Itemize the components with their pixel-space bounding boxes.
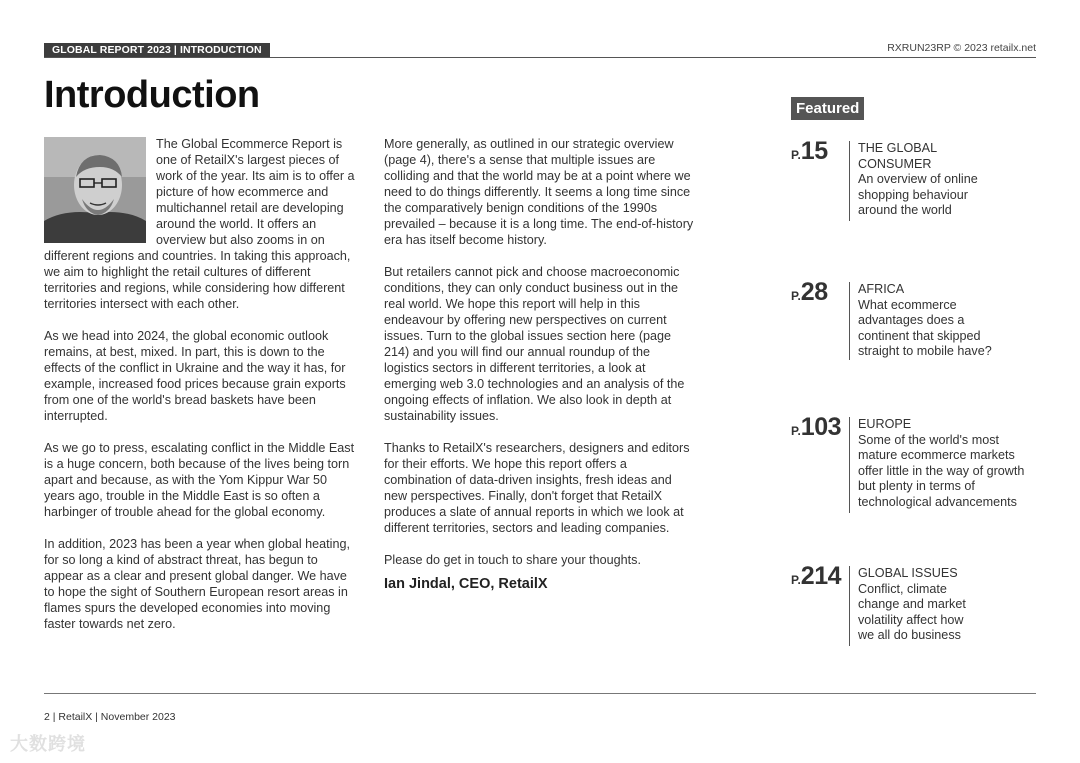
featured-text (858, 566, 1043, 644)
intro-column-left (44, 136, 360, 648)
featured-description: What ecommerce advantages does a continent that skipped straight to mobile have? (858, 297, 992, 358)
featured-description: An overview of online shopping behaviour around the world (858, 172, 978, 217)
featured-page-ref: P.214 (791, 562, 842, 590)
featured-divider (849, 282, 850, 360)
intro-paragraph: The Global Ecommerce Report is one of RetailX's largest pieces of work of the year. Its aim is to offer a picture of how ecommerce and multichannel retail are developing around the world. It offers an overview but also zooms in on different regions and countries. In taking this approach, we aim to highlight the retail cultures of different territories and regions, while considering how different territories intersect with each other. (44, 137, 355, 311)
featured-divider (849, 141, 850, 221)
featured-text (858, 417, 1043, 510)
author-signature: Ian Jindal, CEO, RetailX (384, 576, 548, 592)
intro-column-right (384, 136, 696, 592)
featured-description: Some of the world's most mature ecommerce markets offer little in the way of growth but plenty in terms of technological advancements (858, 432, 1025, 509)
watermark: 大数跨境 (10, 734, 86, 754)
section-tag: GLOBAL REPORT 2023 | INTRODUCTION (44, 43, 270, 58)
portrait-spacer (44, 136, 156, 246)
featured-heading: EUROPE (858, 417, 912, 431)
featured-page-ref: P.15 (791, 137, 828, 165)
featured-divider (849, 417, 850, 513)
intro-paragraph: As we go to press, escalating conflict in the Middle East is a huge concern, both because of the lives being torn apart and because, as with the Yom Kippur War 50 years ago, trouble in the Middle East is so often a harbinger of trouble ahead for the global economy. (44, 441, 355, 519)
footer-text: 2 | RetailX | November 2023 (44, 711, 176, 723)
featured-text (858, 282, 1043, 360)
featured-page-ref: P.103 (791, 413, 842, 441)
footer-rule (44, 693, 1036, 694)
intro-paragraph: As we head into 2024, the global economic outlook remains, at best, mixed. In part, this is down to the effects of the conflict in Ukraine and the way it has, for example, increased food prices because grain exports from one of the world's bread baskets have been interrupted. (44, 329, 346, 423)
intro-paragraph: But retailers cannot pick and choose macroeconomic conditions, they can only conduct business out in the real world. We hope this report will help in this endeavour by offering new perspectives on current issues. Turn to the global issues section here (page 214) and you will find our annual roundup of the logistics sectors in different territories, a look at emerging web 3.0 technologies and an analysis of the ongoing effects of inflation. We also look in depth at sustainability issues. (384, 265, 685, 423)
intro-paragraph: Please do get in touch to share your thoughts. (384, 553, 641, 567)
featured-description: Conflict, climate change and market volatility affect how we all do business (858, 581, 966, 642)
featured-page-ref: P.28 (791, 278, 828, 306)
report-code: RXRUN23RP © 2023 retailx.net (887, 42, 1036, 54)
featured-text (858, 141, 1043, 219)
intro-paragraph: Thanks to RetailX's researchers, designers and editors for their efforts. We hope this report offers a combination of data-driven insights, fresh ideas and new perspectives. Finally, don't forget that RetailX produces a slate of annual reports in which we look at different territories, sectors and leading companies. (384, 441, 690, 535)
featured-divider (849, 566, 850, 646)
intro-paragraph: In addition, 2023 has been a year when global heating, for so long a kind of abstract threat, has begun to appear as a clear and present global danger. We have to hope the sight of Southern European resort areas in flames spurs the developed economies into moving faster towards net zero. (44, 537, 350, 631)
featured-heading: AFRICA (858, 282, 905, 296)
page-title: Introduction (44, 74, 260, 116)
featured-label: Featured (791, 97, 864, 120)
header-rule (44, 57, 1036, 58)
featured-heading: GLOBAL ISSUES (858, 566, 958, 580)
intro-paragraph: More generally, as outlined in our strategic overview (page 4), there's a sense that multiple issues are colliding and that the world may be at a point where we need to do things differently. It seems a long time since the comparatively benign conditions of the 1990s prevailed – because it is a long time. The end-of-history era has itself become history. (384, 137, 694, 247)
featured-heading: THE GLOBAL CONSUMER (858, 141, 937, 171)
